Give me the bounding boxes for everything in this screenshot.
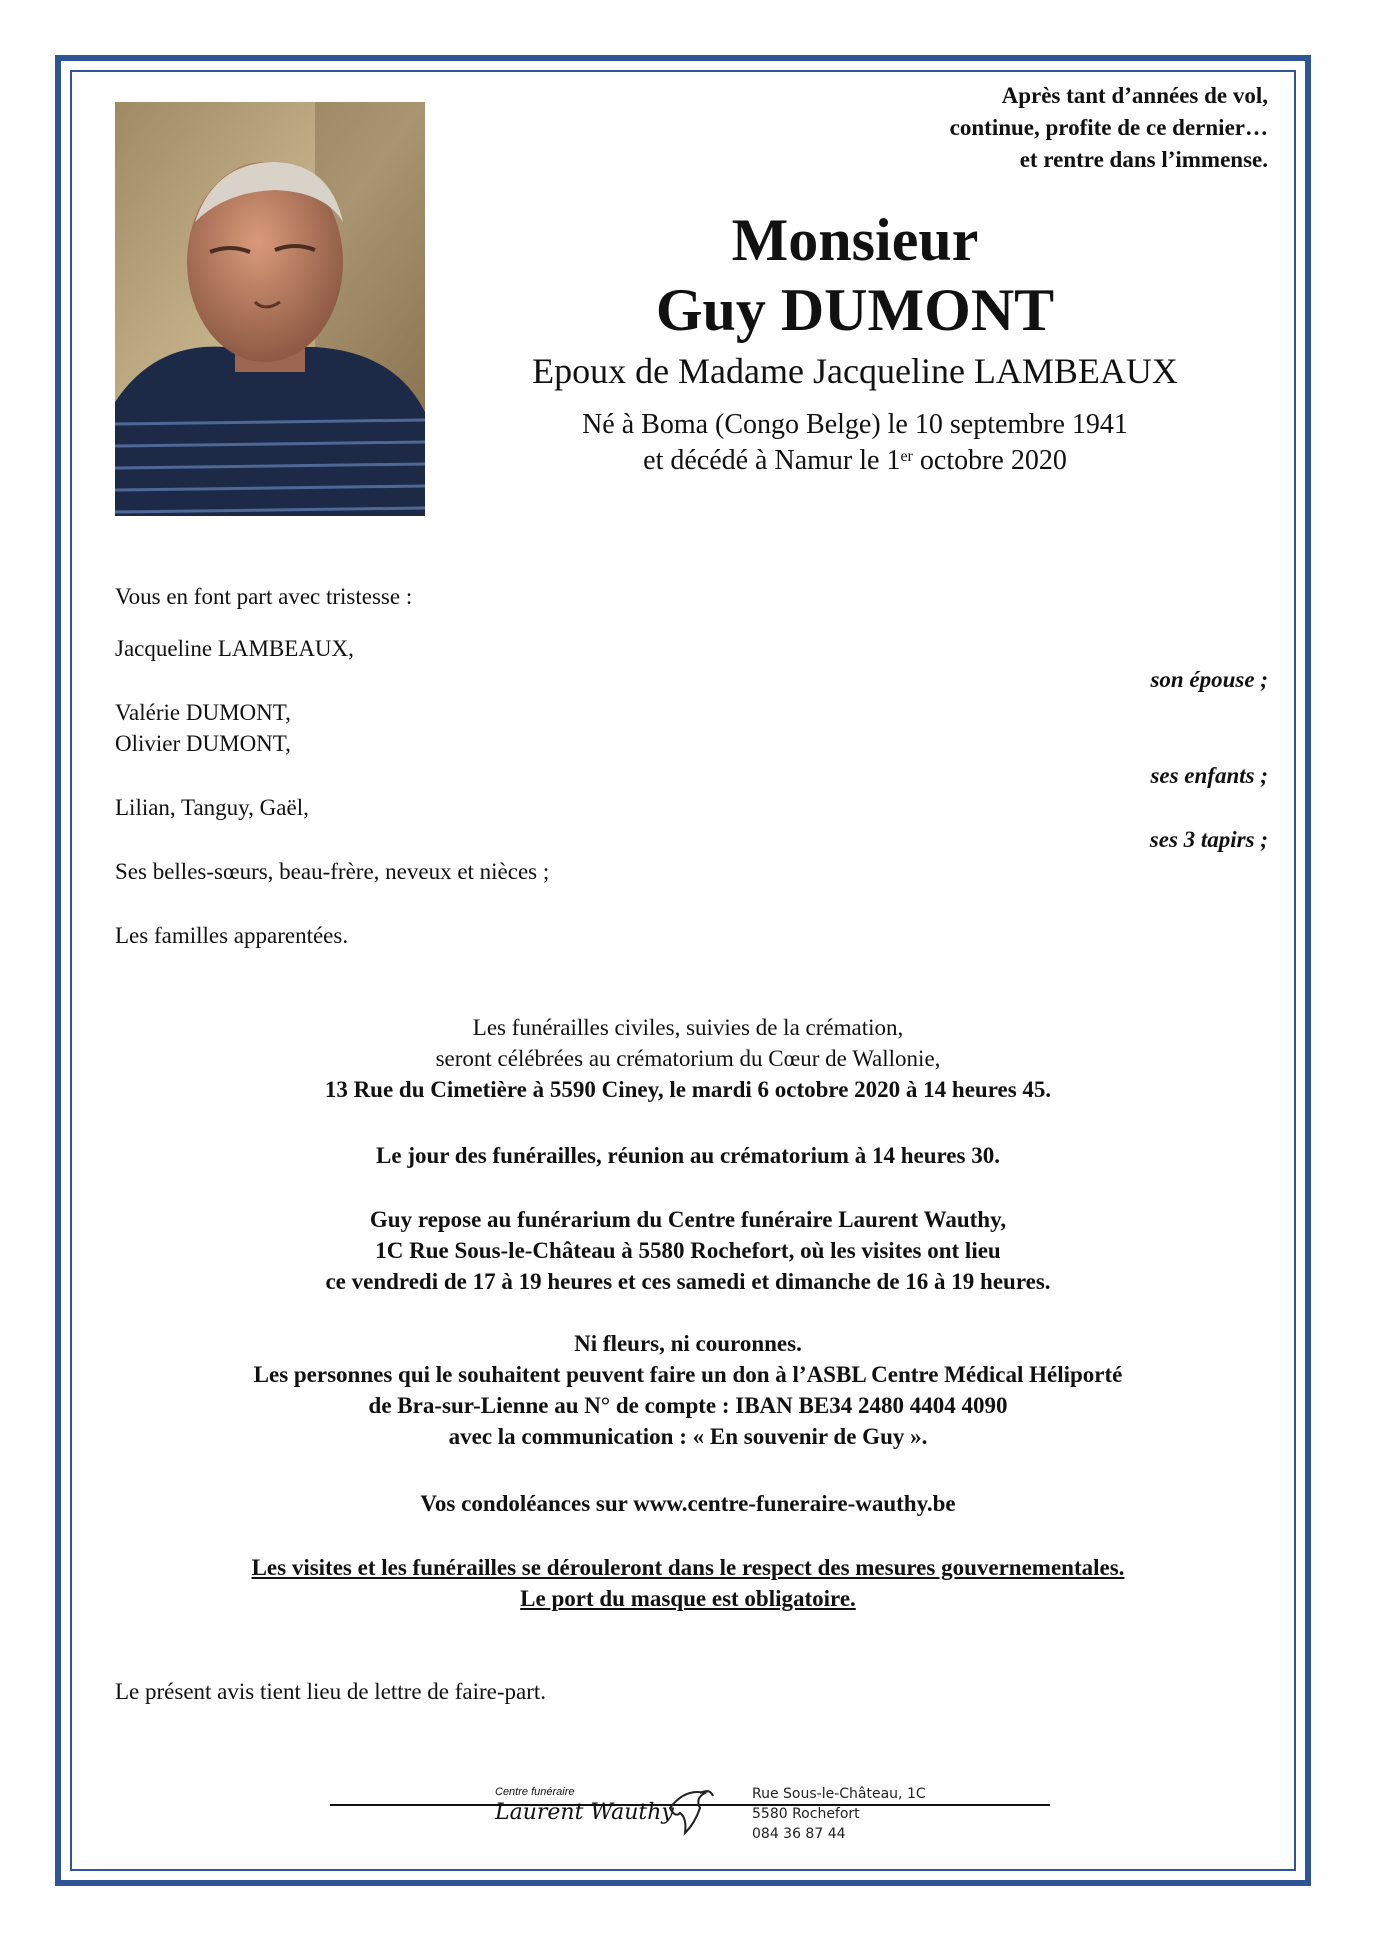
- family-intro: Vous en font part avec tristesse :: [115, 584, 413, 609]
- epigraph-line: Après tant d’années de vol,: [1001, 83, 1268, 108]
- wife-name: Jacqueline LAMBEAUX,: [115, 636, 354, 661]
- birth-line: Né à Boma (Congo Belge) le 10 septembre 1941: [582, 409, 1128, 440]
- death-prefix: et décédé à Namur le 1: [643, 445, 901, 476]
- address-line: Rue Sous-le-Château, 1C: [752, 1786, 926, 1802]
- funerarium-info: [115, 1204, 1261, 1297]
- logo-script: Laurent Wauthy: [495, 1800, 674, 1825]
- donation-line: avec la communication : « En souvenir de Guy ».: [448, 1424, 928, 1449]
- funeral-line: Les funérailles civiles, suivies de la crémation,: [472, 1015, 904, 1040]
- child-name: Valérie DUMONT,: [115, 700, 291, 725]
- funeral-info: [115, 1012, 1261, 1105]
- honorific: Monsieur: [731, 207, 979, 273]
- covid-line: Les visites et les funérailles se dérouleront dans le respect des mesures gouvernementales.: [251, 1555, 1125, 1580]
- rest-line: ce vendredi de 17 à 19 heures et ces samedi et dimanche de 16 à 19 heures.: [325, 1269, 1051, 1294]
- death-line: [470, 443, 1240, 479]
- life-dates: [470, 407, 1240, 479]
- flowers-line: Ni fleurs, ni couronnes.: [574, 1331, 802, 1356]
- logo-caption: Centre funéraire: [495, 1786, 575, 1798]
- portrait-photo: [115, 102, 425, 516]
- child-name: Olivier DUMONT,: [115, 731, 291, 756]
- rest-line: Guy repose au funérarium du Centre funéraire Laurent Wauthy,: [369, 1207, 1007, 1232]
- funeral-address: 13 Rue du Cimetière à 5590 Ciney, le mardi 6 octobre 2020 à 14 heures 45.: [324, 1077, 1052, 1102]
- donation-info: [115, 1328, 1261, 1452]
- children-relation: ses enfants ;: [1150, 763, 1268, 788]
- epigraph: [950, 80, 1268, 176]
- title-block: [470, 205, 1240, 479]
- epigraph-line: continue, profite de ce dernier…: [949, 115, 1268, 140]
- deceased-name: Guy DUMONT: [655, 277, 1055, 343]
- donation-line: de Bra-sur-Lienne au N° de compte : IBAN BE34 2480 4404 4090: [368, 1393, 1008, 1418]
- footer-address: [752, 1784, 926, 1844]
- covid-line: Le port du masque est obligatoire.: [520, 1586, 856, 1611]
- wife-relation: son épouse ;: [1150, 667, 1268, 692]
- death-suffix: octobre 2020: [912, 445, 1067, 476]
- families-line: Les familles apparentées.: [115, 923, 349, 948]
- grandkids-relation: ses 3 tapirs ;: [1149, 827, 1268, 852]
- spouse-line: Epoux de Madame Jacqueline LAMBEAUX: [532, 351, 1178, 391]
- address-line: 5580 Rochefort: [752, 1806, 860, 1822]
- phone-number: 084 36 87 44: [752, 1826, 846, 1842]
- epigraph-line: et rentre dans l’immense.: [1019, 147, 1268, 172]
- donation-line: Les personnes qui le souhaitent peuvent faire un don à l’ASBL Centre Médical Héliporté: [253, 1362, 1123, 1387]
- covid-notice: [115, 1552, 1261, 1614]
- inlaws-line: Ses belles-sœurs, beau-frère, neveux et nièces ;: [115, 859, 550, 884]
- condolences-line: Vos condoléances sur www.centre-funeraire-wauthy.be: [420, 1491, 956, 1516]
- death-sup: er: [900, 448, 913, 465]
- funeral-line: seront célébrées au crématorium du Cœur de Wallonie,: [435, 1046, 941, 1071]
- grandkids-names: Lilian, Tanguy, Gaël,: [115, 795, 309, 820]
- meeting-line: Le jour des funérailles, réunion au crématorium à 14 heures 30.: [376, 1143, 1000, 1168]
- closing-note: Le présent avis tient lieu de lettre de faire-part.: [115, 1679, 547, 1704]
- bird-logo-icon: [665, 1778, 715, 1838]
- rest-line: 1C Rue Sous-le-Château à 5580 Rochefort, où les visites ont lieu: [375, 1238, 1001, 1263]
